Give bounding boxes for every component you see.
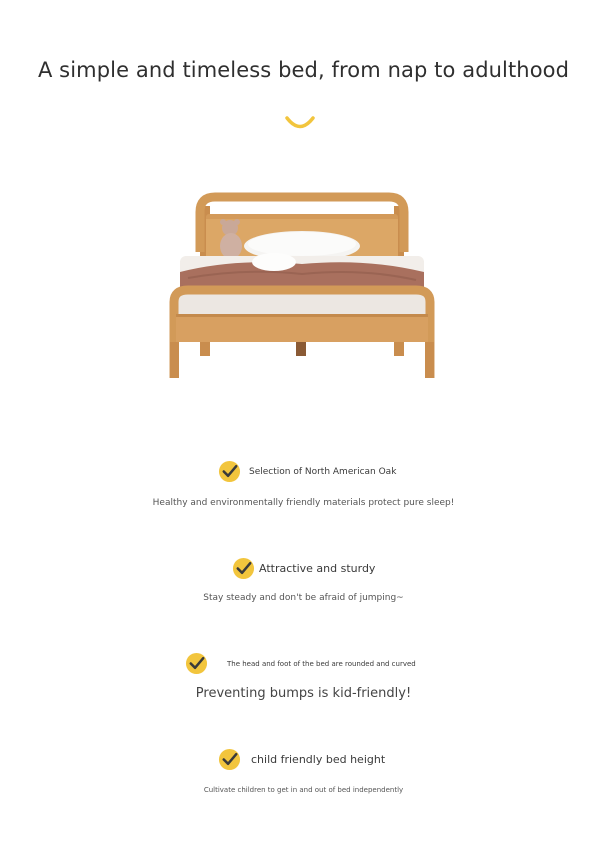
feature-description: Stay steady and don't be afraid of jumping~ — [203, 593, 404, 603]
feature-description: Preventing bumps is kid-friendly! — [195, 686, 412, 701]
feature-label: The head and foot of the bed are rounded and curved — [227, 659, 416, 668]
feature-label: child friendly bed height — [251, 753, 386, 766]
feature-label: Selection of North American Oak — [249, 466, 397, 477]
smile-icon — [284, 113, 316, 133]
check-badge-icon — [218, 460, 241, 483]
feature-description: Cultivate children to get in and out of bed independently — [203, 786, 404, 794]
check-badge-icon — [232, 557, 255, 580]
check-badge-icon — [218, 748, 241, 771]
page-title: A simple and timeless bed, from nap to adulthood — [37, 58, 570, 82]
feature-label: Attractive and sturdy — [259, 562, 376, 575]
feature-description: Healthy and environmentally friendly materials protect pure sleep! — [152, 498, 455, 508]
bed-image — [166, 192, 438, 384]
check-badge-icon — [185, 652, 208, 675]
